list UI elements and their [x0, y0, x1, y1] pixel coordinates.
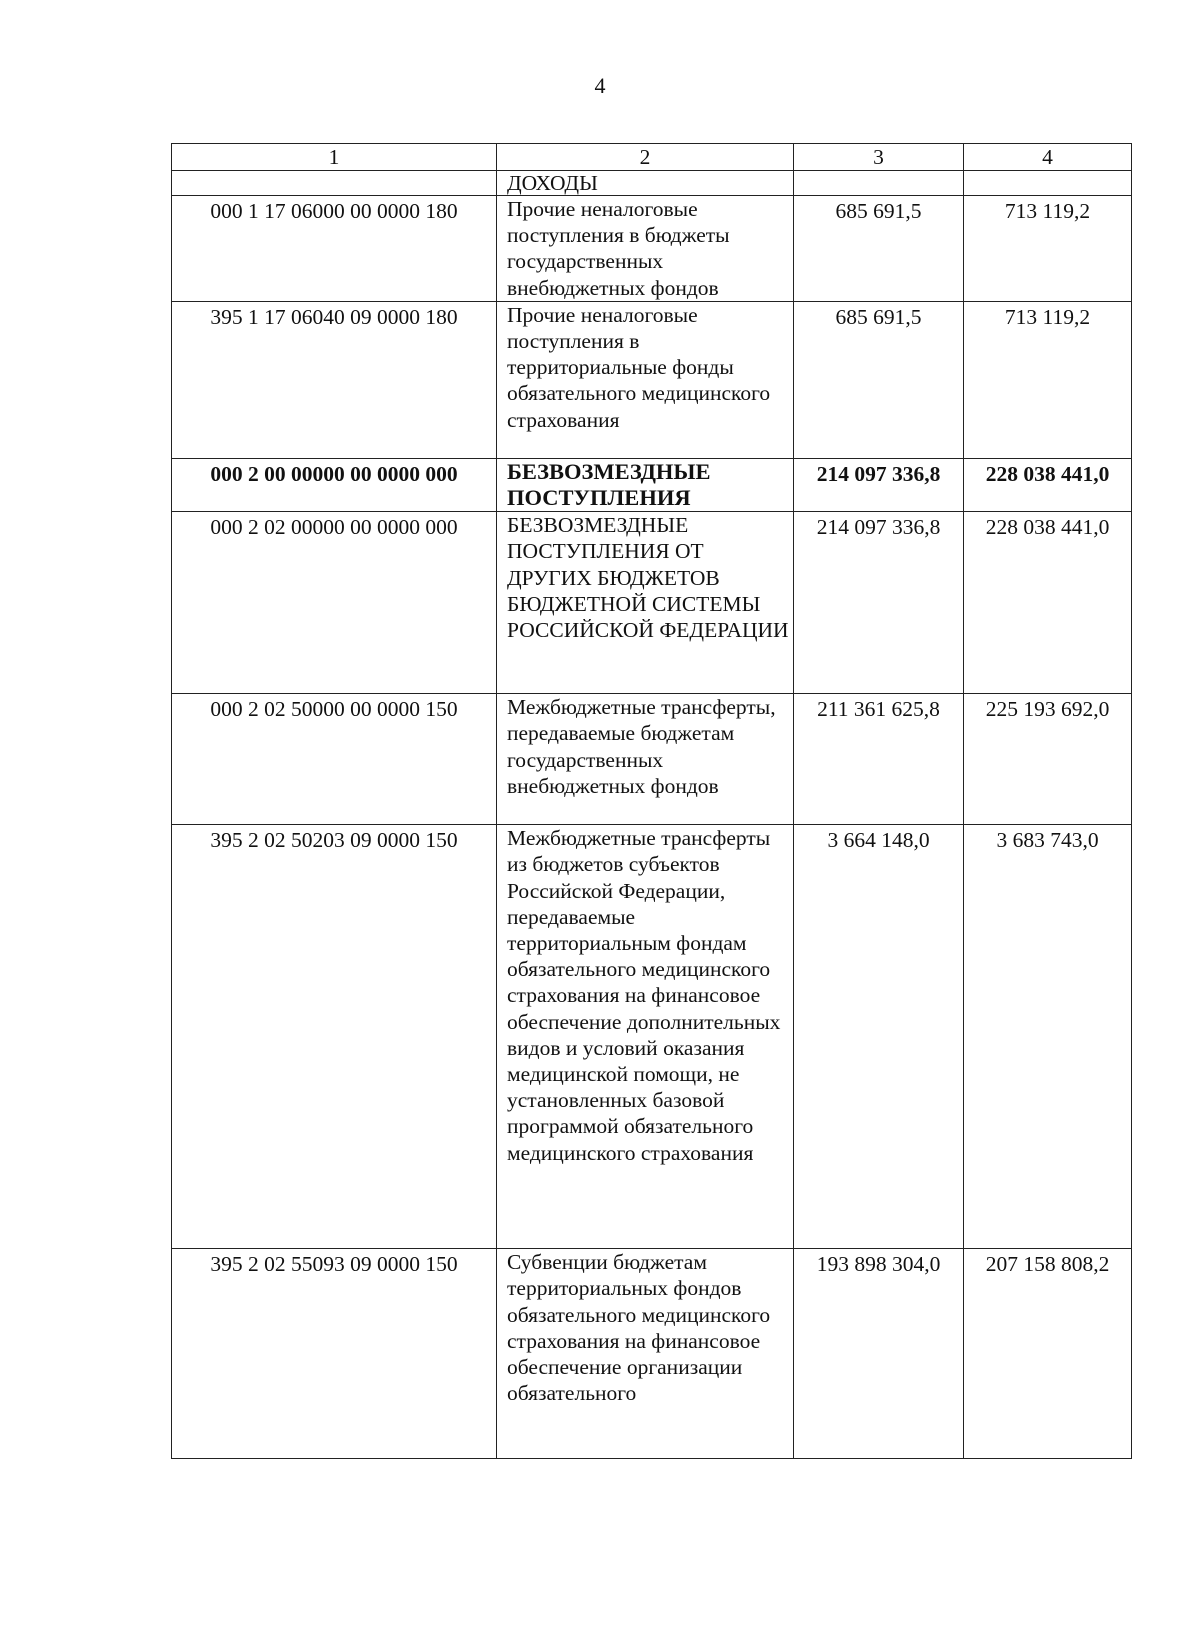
value-col3: 685 691,5: [794, 301, 964, 458]
budget-item-name: БЕЗВОЗМЕЗДНЫЕ ПОСТУПЛЕНИЯ: [497, 458, 794, 511]
budget-code: 000 2 02 00000 00 0000 000: [172, 512, 497, 694]
budget-item-name: Прочие неналоговые поступления в бюджеты государственных внебюджетных фондов: [497, 196, 794, 302]
budget-code: 395 1 17 06040 09 0000 180: [172, 301, 497, 458]
value-col4: 225 193 692,0: [964, 694, 1132, 825]
budget-item-name: Субвенции бюджетам территориальных фондов обязательного медицинского страхования на финансовое обеспечение организации обязательного: [497, 1249, 794, 1459]
value-col4: 713 119,2: [964, 196, 1132, 302]
value-col4: 207 158 808,2: [964, 1249, 1132, 1459]
section-col3-cell: [794, 171, 964, 196]
budget-code: 000 1 17 06000 00 0000 180: [172, 196, 497, 302]
value-col3: 214 097 336,8: [794, 512, 964, 694]
table-row: [172, 1249, 1132, 1459]
header-cell-4: 4: [964, 144, 1132, 171]
value-col3: 214 097 336,8: [794, 458, 964, 511]
header-cell-1: 1: [172, 144, 497, 171]
budget-table: [171, 143, 1132, 1459]
value-col4: 713 119,2: [964, 301, 1132, 458]
budget-code: 000 2 02 50000 00 0000 150: [172, 694, 497, 825]
budget-item-name: Межбюджетные трансферты, передаваемые бюджетам государственных внебюджетных фондов: [497, 694, 794, 825]
value-col4: 3 683 743,0: [964, 825, 1132, 1249]
value-col4: 228 038 441,0: [964, 512, 1132, 694]
value-col3: 685 691,5: [794, 196, 964, 302]
value-col3: 211 361 625,8: [794, 694, 964, 825]
table-row: [172, 301, 1132, 458]
section-label: ДОХОДЫ: [497, 171, 794, 196]
value-col4: 228 038 441,0: [964, 458, 1132, 511]
budget-code: 395 2 02 50203 09 0000 150: [172, 825, 497, 1249]
page-number: 4: [594, 73, 606, 98]
budget-item-name: БЕЗВОЗМЕЗДНЫЕ ПОСТУПЛЕНИЯ ОТ ДРУГИХ БЮДЖЕТОВ БЮДЖЕТНОЙ СИСТЕМЫ РОССИЙСКОЙ ФЕДЕРАЦИИ: [497, 512, 794, 694]
table-row: [172, 825, 1132, 1249]
budget-code: 395 2 02 55093 09 0000 150: [172, 1249, 497, 1459]
budget-code: 000 2 00 00000 00 0000 000: [172, 458, 497, 511]
header-cell-2: 2: [497, 144, 794, 171]
table-header-row: [172, 144, 1132, 171]
table-row: [172, 458, 1132, 511]
section-code-cell: [172, 171, 497, 196]
value-col3: 3 664 148,0: [794, 825, 964, 1249]
header-cell-3: 3: [794, 144, 964, 171]
table-row: [172, 694, 1132, 825]
section-row: [172, 171, 1132, 196]
table-row: [172, 512, 1132, 694]
budget-item-name: Межбюджетные трансферты из бюджетов субъектов Российской Федерации, передаваемые территориальным фондам обязательного медицинского страхования на финансовое обеспечение дополнительных видов и условий оказания медицинской помощи, не установленных базовой программой обязательного медицинского страхования: [497, 825, 794, 1249]
table-row: [172, 196, 1132, 302]
value-col3: 193 898 304,0: [794, 1249, 964, 1459]
budget-item-name: Прочие неналоговые поступления в территориальные фонды обязательного медицинского страхования: [497, 301, 794, 458]
section-col4-cell: [964, 171, 1132, 196]
